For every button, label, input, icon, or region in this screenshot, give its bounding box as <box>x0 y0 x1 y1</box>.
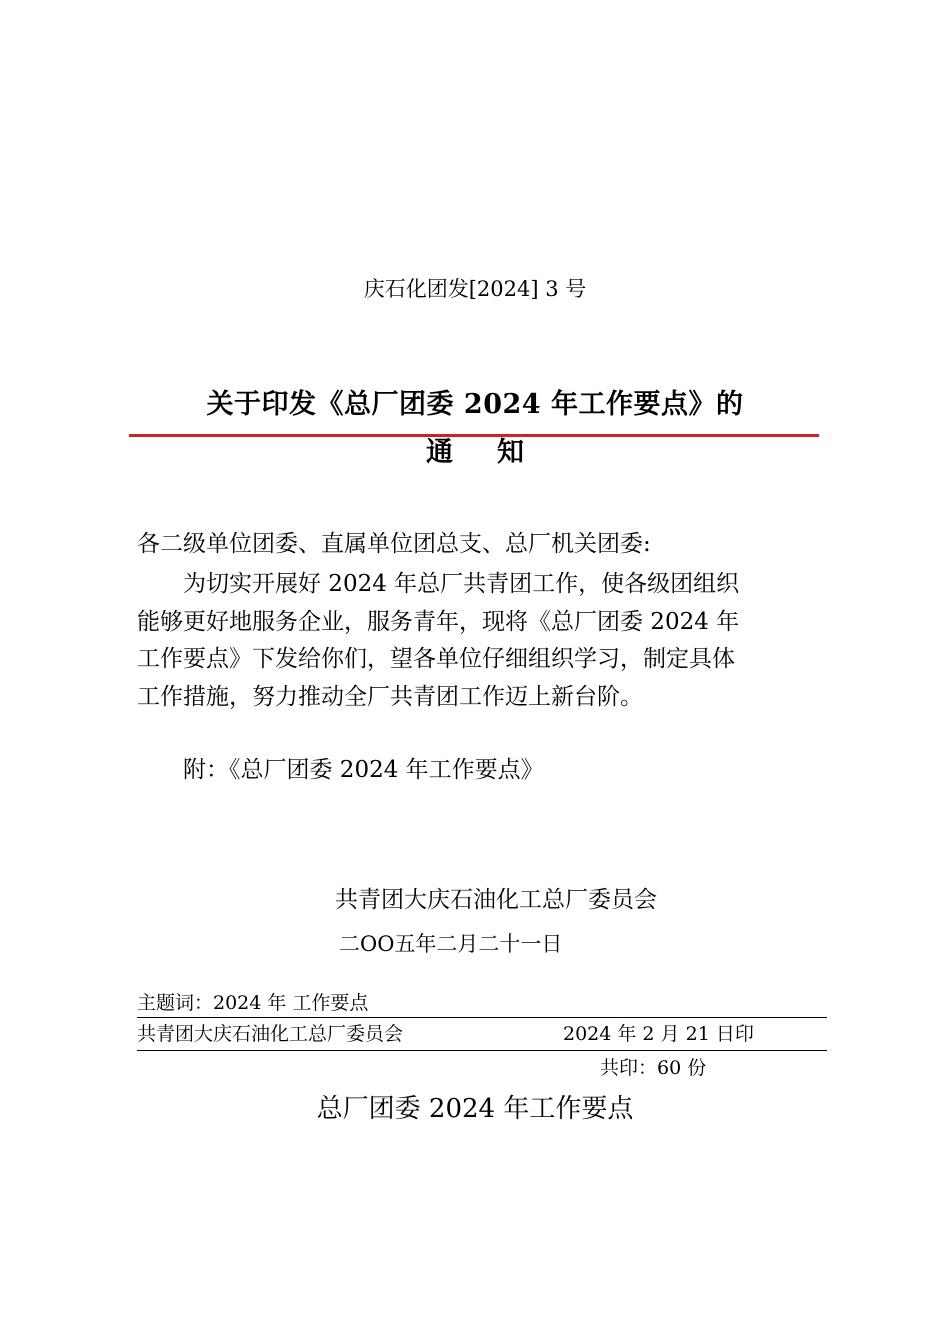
keywords: 主题词：2024 年 工作要点 <box>137 992 369 1014</box>
document-title-notice: 通知 <box>426 437 568 468</box>
document-title: 关于印发《总厂团委 2024 年工作要点》的 <box>206 389 744 420</box>
salutation: 各二级单位团委、直属单位团总支、总厂机关团委: <box>137 531 651 557</box>
body-paragraph <box>137 566 817 716</box>
attachment-page-title: 总厂团委 2024 年工作要点 <box>316 1094 634 1124</box>
print-organization: 共青团大庆石油化工总厂委员会 <box>137 1023 404 1045</box>
body-line: 能够更好地服务企业，服务青年，现将《总厂团委 2024 年 <box>137 608 740 635</box>
document-number: 庆石化团发[2024] 3 号 <box>363 277 587 301</box>
attachment-note: 附：《总厂团委 2024 年工作要点》 <box>183 757 544 783</box>
footer-rule-bottom <box>137 1050 827 1051</box>
print-count: 共印：60 份 <box>600 1057 707 1079</box>
footer-rule-top <box>137 1017 827 1018</box>
print-date: 2024 年 2 月 21 日印 <box>563 1023 754 1045</box>
body-line: 工作要点》下发给你们，望各单位仔细组织学习，制定具体 <box>137 646 735 672</box>
body-line: 为切实开展好 2024 年总厂共青团工作，使各级团组织 <box>183 571 740 597</box>
body-line: 工作措施，努力推动全厂共青团工作迈上新台阶。 <box>137 683 643 710</box>
issue-date: 二OO五年二月二十一日 <box>339 932 563 956</box>
issuer-name: 共青团大庆石油化工总厂委员会 <box>335 887 657 913</box>
